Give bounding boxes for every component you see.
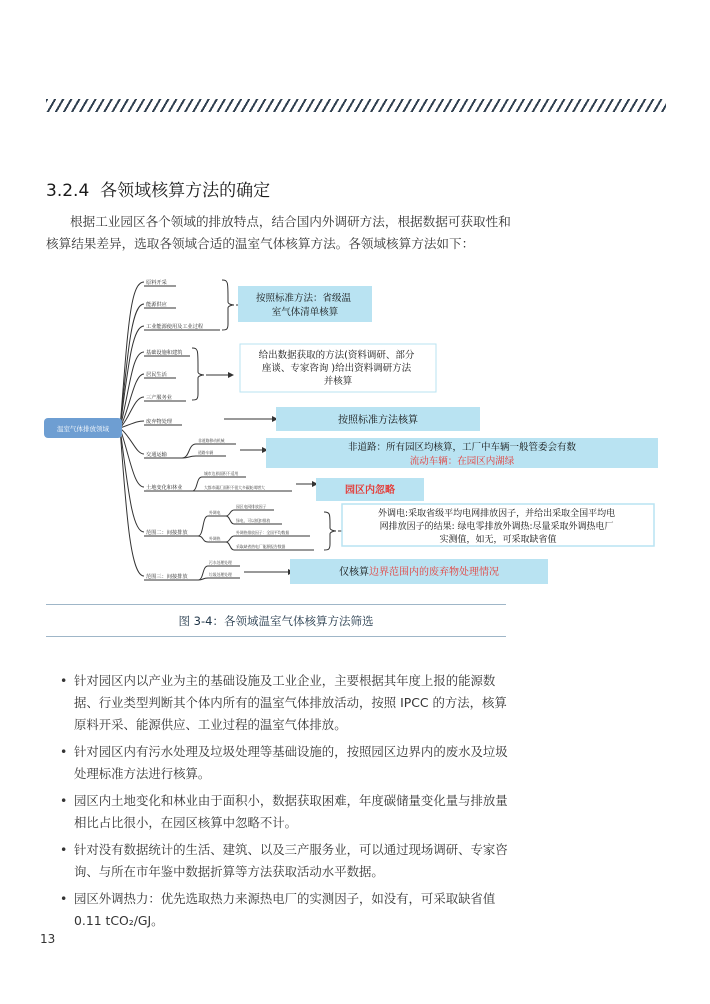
page-number: 13 xyxy=(40,932,56,946)
scope2-heat-2: 采取缺省热电厂能源报告数据 xyxy=(236,544,286,549)
bullet-list xyxy=(60,670,514,937)
node-raw-material: 原料开采 xyxy=(146,280,167,286)
land-sub-2: 大都市碳汇面积不很大多碳耗竭增大 xyxy=(204,485,265,490)
callout-standard: 按照标准方法核算 xyxy=(338,415,418,426)
bullet-item: • 针对没有数据统计的生活、建筑、以及三产服务业，可以通过现场调研、专家咨询、与所在市年鉴中数据折算等方法获取活动水平数据。 xyxy=(74,839,514,883)
callout-transport-line1: 非道路：所有园区均核算，工厂中车辆一般管委会有数 xyxy=(347,442,577,453)
callout-scope2-line2: 网排放因子的结果: 绿电零排放外调热:尽量采取外调热电厂 xyxy=(379,522,614,532)
section-title: 各领域核算方法的确定 xyxy=(100,181,271,201)
callout-transport-line2: 流动车辆：在园区内湖绿 xyxy=(409,456,515,467)
callout-data-method-line1: 给出数据获取的方法(资料调研、部分 xyxy=(258,350,415,361)
node-scope3: 范围三：间接排放 xyxy=(146,574,188,580)
section-heading xyxy=(46,176,270,201)
node-industrial: 工业能源使用及工业过程 xyxy=(146,324,204,330)
node-energy-supply: 能源供应 xyxy=(146,302,167,308)
bullet-item: • 园区外调热力：优先选取热力来源热电厂的实测因子，如没有，可采取缺省值 0.11 tCO₂/GJ。 xyxy=(74,888,514,932)
transport-sub-road: 道路车辆 xyxy=(198,450,214,455)
node-residential: 居民生活 xyxy=(146,372,167,378)
intro-paragraph: 根据工业园区各个领域的排放特点，结合国内外调研方法，根据数据可获取性和核算结果差异，选取各领域合适的温室气体核算方法。各领域核算方法如下： xyxy=(46,214,511,251)
header-hatch-divider xyxy=(46,99,666,112)
callout-ignore: 园区内忽略 xyxy=(345,485,395,496)
callout-data-method-line3: 并核算 xyxy=(323,376,353,387)
callout-scope2-line1: 外调电:采取省级平均电网排放因子，并给出采取全国平均电 xyxy=(378,509,616,519)
scope2-heat-1: 外调热排放因子：全国平均数据 xyxy=(236,530,290,535)
caption-bottom-rule xyxy=(46,636,506,637)
callout-data-method-line2: 座谈、专家咨询 )给出资料调研方法 xyxy=(261,363,412,374)
callout-scope2-line3: 实测值，如无，可采取缺省值 xyxy=(439,535,557,545)
bullet-item: • 针对园区内有污水处理及垃圾处理等基础设施的，按照园区边界内的废水及垃圾处理标准方法进行核算。 xyxy=(74,741,514,785)
callout-standard-provincial-line1: 按照标准方法：省级温 xyxy=(255,293,351,304)
scope2-sub-electricity: 外调电 xyxy=(209,510,221,515)
bullet-item: • 园区内土地变化和林业由于面积小，数据获取困难，年度碳储量变化量与排放量相比占比很小，在园区核算中忽略不计。 xyxy=(74,790,514,834)
figure-caption: 图 3-4：各领域温室气体核算方法筛选 xyxy=(178,614,374,628)
mindmap-figure xyxy=(40,268,670,604)
svg-text:仅核算边界范围内的废弃物处理情况 xyxy=(339,565,499,578)
bullet-dot-icon: • xyxy=(60,673,68,688)
callout-standard-provincial-line2: 室气体清单核算 xyxy=(271,307,339,318)
scope2-elec-2: 绿电，可以抵扣排放 xyxy=(236,518,271,523)
node-tertiary: 三产服务业 xyxy=(146,395,172,401)
node-scope2: 范围二：间接排放 xyxy=(146,530,188,536)
scope2-sub-heat: 外调热 xyxy=(209,536,221,541)
bullet-dot-icon: • xyxy=(60,842,68,857)
scope2-elec-1: 园区电网排放因子 xyxy=(236,504,267,509)
node-infrastructure: 基础设施和建筑 xyxy=(146,350,183,356)
scope3-sub-1: 污水处理处理 xyxy=(209,560,232,565)
transport-sub-offroad: 非道路移动机械 xyxy=(198,438,225,443)
node-waste: 废弃物处理 xyxy=(146,419,172,425)
caption-top-rule xyxy=(46,604,506,605)
node-land-forestry: 土地变化和林业 xyxy=(146,485,183,491)
bullet-dot-icon: • xyxy=(60,891,68,906)
bullet-dot-icon: • xyxy=(60,744,68,759)
node-transport: 交通运输 xyxy=(146,452,167,458)
mindmap-root-label: 温室气体排放领域 xyxy=(57,425,109,433)
bullet-dot-icon: • xyxy=(60,793,68,808)
section-number: 3.2.4 xyxy=(46,181,90,201)
callout-scope3-red: 边界范围内的废弃物处理情况 xyxy=(369,567,499,578)
bullet-item: • 针对园区内以产业为主的基础设施及工业企业，主要根据其年度上报的能源数据、行业类型判断其个体内所有的温室气体排放活动，按照 IPCC 的方法，核算原料开采、能源供应、工业过程的温室气体排放。 xyxy=(74,670,514,736)
scope3-sub-2: 垃圾处理处理 xyxy=(209,572,232,577)
callout-scope3-prefix: 仅核算 xyxy=(339,567,369,578)
land-sub-1: 城市边界面积不适用 xyxy=(204,471,239,476)
